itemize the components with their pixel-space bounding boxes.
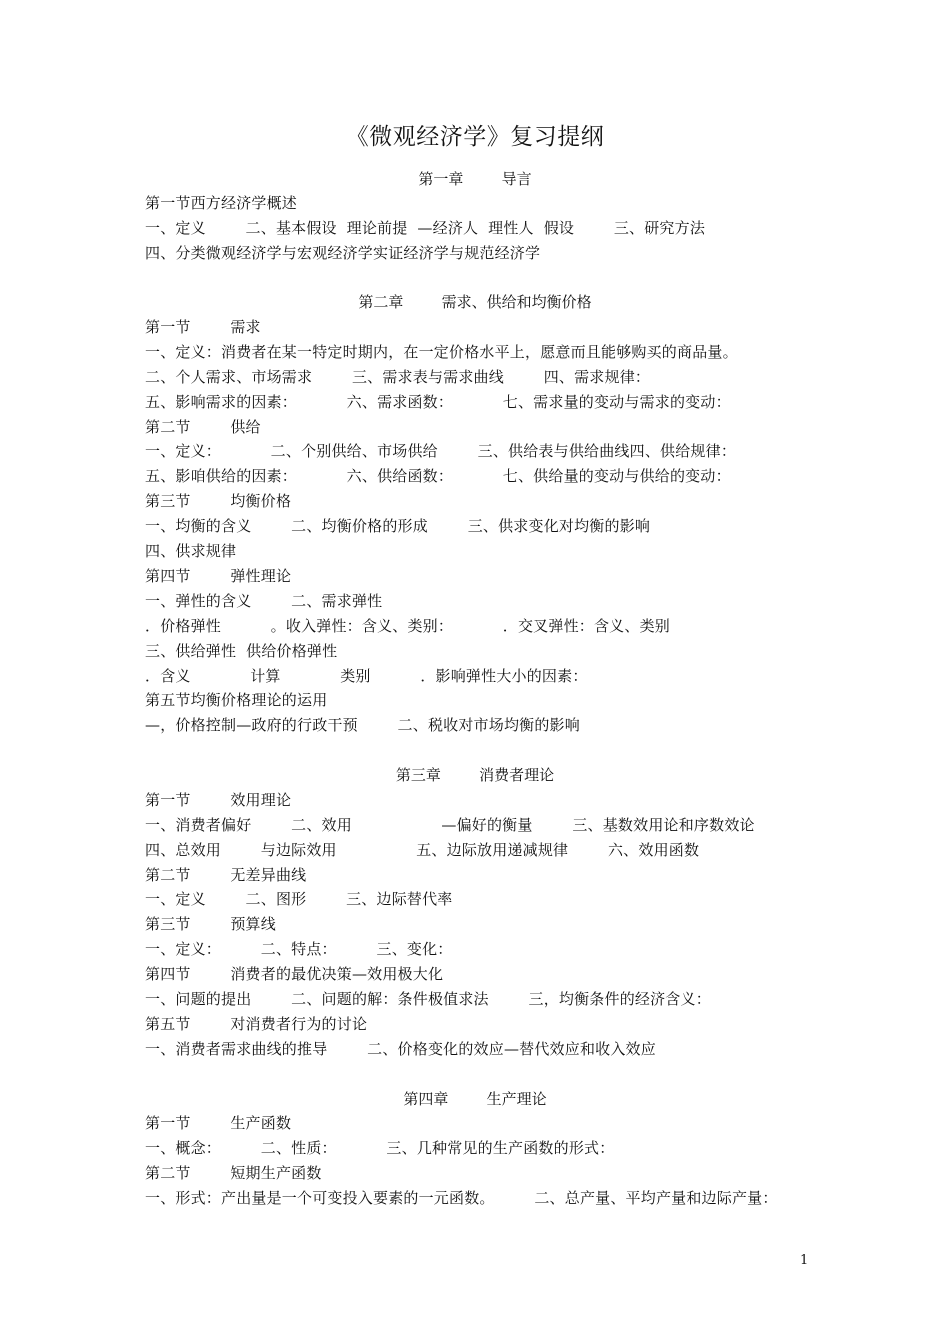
outline-line: 一、定义 二、图形 三、边际替代率 [145,890,453,908]
section-heading: 第五节 对消费者行为的讨论 [145,1015,368,1033]
outline-line: ．价格弹性 。收入弹性：含义、类别： ．交叉弹性：含义、类别 [145,617,670,635]
chapter-heading: 第二章 需求、供给和均衡价格 [358,293,592,311]
section-heading: 第四节 消费者的最优决策—效用极大化 [145,965,444,983]
outline-line: 一、定义： 二、个别供给、市场供给 三、供给表与供给曲线四、供给规律： [145,442,737,460]
outline-line: 一、定义：消费者在某一特定时期内，在一定价格水平上，愿意而且能够购买的商品量。 [145,343,738,361]
outline-line: —，价格控制—政府的行政干预 二、税收对市场均衡的影响 [145,716,580,734]
outline-line: 一、均衡的含义 二、均衡价格的形成 三、供求变化对均衡的影响 [145,517,651,535]
outline-line: 一、定义 二、基本假设 理论前提 —经济人 理性人 假设 三、研究方法 [145,219,706,237]
outline-line: 一、弹性的含义 二、需求弹性 [145,592,383,610]
section-heading: 第一节 生产函数 [145,1114,292,1132]
section-heading: 第三节 预算线 [145,915,276,933]
section-heading: 第一节西方经济学概述 [145,194,298,212]
outline-line: 一、概念： 二、性质： 三、几种常见的生产函数的形式： [145,1139,615,1157]
outline-line: 四、分类微观经济学与宏观经济学实证经济学与规范经济学 [145,244,541,262]
chapter-heading: 第三章 消费者理论 [395,766,555,784]
outline-line: 四、供求规律 [145,542,237,560]
outline-line: 二、个人需求、市场需求 三、需求表与需求曲线 四、需求规律： [145,368,651,386]
section-heading: 第一节 效用理论 [145,791,292,809]
chapter-heading: 第四章 生产理论 [403,1090,547,1108]
section-heading: 第五节均衡价格理论的运用 [145,691,328,709]
section-heading: 第一节 需求 [145,318,261,336]
outline-line: 一、定义： 二、特点： 三、变化： [145,940,453,958]
outline-line: 四、总效用 与边际效用 五、边际放用递减规律 六、效用函数 [145,841,700,859]
outline-line: 五、影咱供给的因素： 六、供给函数： 七、供给量的变动与供给的变动： [145,467,731,485]
section-heading: 第二节 短期生产函数 [145,1164,322,1182]
chapter-heading: 第一章 导言 [418,170,532,188]
page-number: 1 [800,1253,809,1268]
outline-line: 一、形式：产出量是一个可变投入要素的一元函数。 二、总产量、平均产量和边际产量： [145,1189,778,1207]
outline-line: 五、影响需求的因素： 六、需求函数： 七、需求量的变动与需求的变动： [145,393,731,411]
section-heading: 第二节 供给 [145,418,261,436]
section-heading: 第二节 无差异曲线 [145,866,307,884]
outline-line: 一、消费者偏好 二、效用 —偏好的衡量 三、基数效用论和序数效论 [145,816,755,834]
outline-line: ．含义 计算 类别 ．影响弹性大小的因素： [145,667,588,685]
section-heading: 第四节 弹性理论 [145,567,292,585]
document-title: 《微观经济学》复习提纲 [345,124,605,150]
section-heading: 第三节 均衡价格 [145,492,292,510]
outline-line: 一、消费者需求曲线的推导 二、价格变化的效应—替代效应和收入效应 [145,1040,656,1058]
outline-line: 三、供给弹性 供给价格弹性 [145,642,338,660]
outline-line: 一、问题的提出 二、问题的解：条件极值求法 三，均衡条件的经济含义： [145,990,711,1008]
